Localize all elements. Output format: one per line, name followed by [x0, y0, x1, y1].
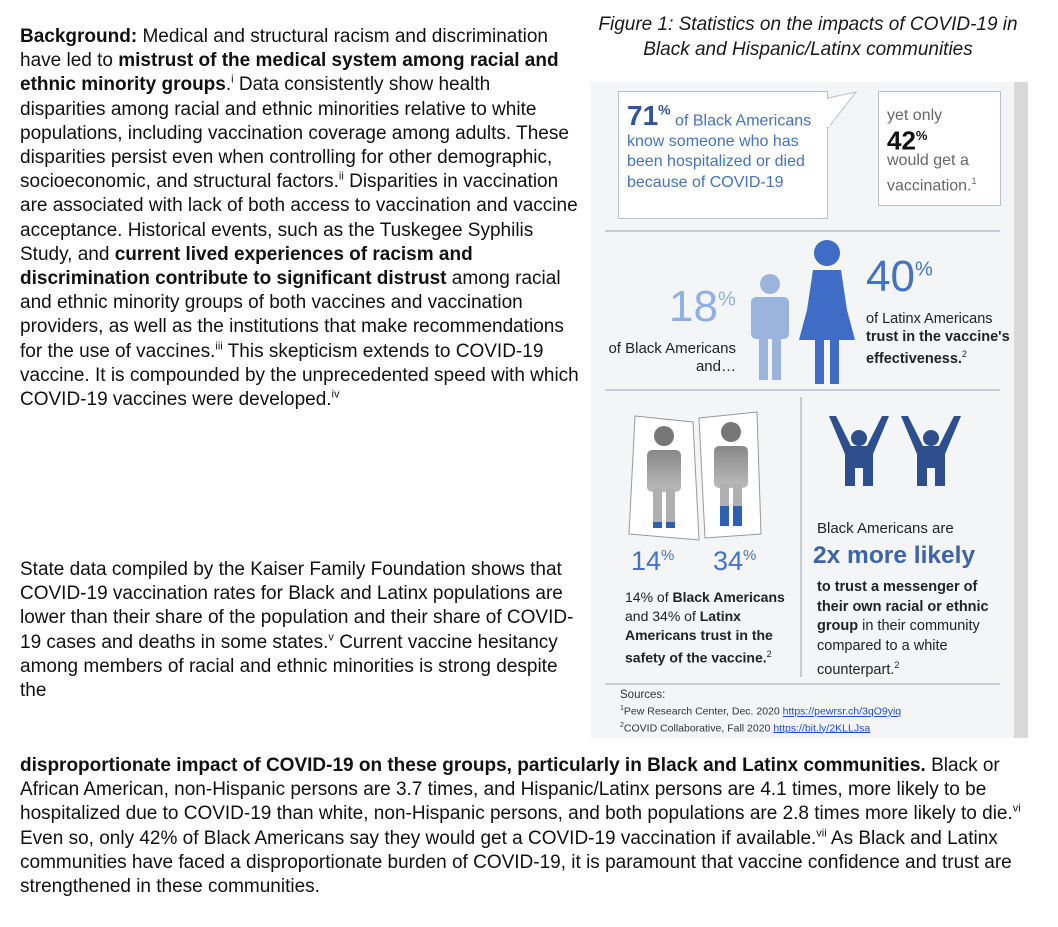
text-run: of Latinx Americans [866, 311, 993, 327]
footnote-ref[interactable]: ii [338, 170, 344, 183]
bold-run: to trust a messenger of their own racial or ethnic group [817, 579, 989, 634]
number: 34 [713, 546, 744, 576]
text-run: Current vaccine hesitancy among members of racial and ethnic minorities is strong despite the [20, 631, 558, 702]
figure-caption: Figure 1: Statistics on the impacts of COVID-19 in Black and Hispanic/Latinx communities [598, 14, 1018, 60]
text-run: in their community compared to a white counterpart. [817, 618, 980, 678]
person-icon-14 [629, 416, 699, 546]
bold-run: Black Americans [672, 589, 785, 605]
footnote-ref[interactable]: iv [331, 388, 340, 401]
messenger-text [817, 578, 997, 680]
celebrating-people-icon [823, 416, 971, 486]
percent-sign: % [717, 288, 736, 311]
number: 42 [887, 125, 916, 156]
percent-sign: % [743, 547, 757, 564]
percent-sign: % [658, 102, 671, 118]
stat-42-pre: yet only [887, 107, 943, 124]
number: 18 [669, 282, 718, 331]
stat-40-text [866, 311, 1016, 368]
person-icon [747, 274, 793, 380]
stat-71-text: of Black Americans know someone who has been hospitalized or died because of COVID-19 [627, 112, 812, 191]
text-run: Black or African American, non-Hispanic persons are 3.7 times, and Hispanic/Latinx persons are 4.1 times, more likely to be hospitalized due to COVID-19 than white, non-Hispanic persons, and both populations are 2.8 times more likely to die. [20, 755, 1013, 825]
background-label: Background: [20, 26, 138, 47]
text-run: Pew Research Center, Dec. 2020 [623, 705, 783, 718]
bold-run: current lived experiences of racism and discrimination contribute to significant distrust [20, 243, 473, 290]
stat-40-number [866, 252, 933, 302]
text-run: Even so, only 42% of Black Americans say they would get a COVID-19 vaccination if available. [20, 827, 817, 849]
stat-42-bubble [878, 91, 1001, 206]
text-run: . [225, 74, 232, 96]
text-run: Disparities in vaccination are associated with lack of both access to vaccination and vaccine acceptance. Historical events, such as the Tuskegee Syphilis Study, and [20, 171, 578, 265]
footnote-ref: 2 [894, 660, 900, 670]
footnote-ref: 1 [971, 175, 977, 186]
text-run: would get a vaccination. [887, 151, 972, 194]
divider [605, 389, 1000, 391]
stat-42-number [887, 125, 994, 156]
percent-sign: % [661, 547, 675, 564]
divider [605, 683, 1000, 685]
source-1-link[interactable]: https://pewrsr.ch/3qO9yiq [782, 705, 902, 718]
stat-14-number [631, 546, 674, 577]
stat-71-bubble [618, 91, 828, 219]
messenger-big: 2x more likely [813, 542, 976, 569]
footnote-ref: 2 [620, 721, 624, 729]
footnote-ref: 1 [620, 705, 624, 712]
number: 14 [631, 546, 662, 576]
state-data-paragraph [20, 558, 580, 703]
text-run: 14% of [625, 589, 673, 605]
sources-title: Sources: [620, 689, 666, 701]
stat-42-text [887, 151, 994, 196]
text-run: Data consistently show health disparities among racial and ethnic minorities relative to white populations, including vaccination coverage among adults. These disparities persist even when controlling for other demographic, socioeconomic, and structural factors. [20, 74, 569, 193]
messenger-pre: Black Americans are [817, 520, 954, 537]
text-run: among racial and ethnic minority groups of both vaccines and vaccination providers, as well as the institutions that make recommendations for the use of vaccines. [20, 268, 564, 362]
bold-run: disproportionate impact of COVID-19 on these groups, particularly in Black and Latinx communities. [20, 755, 926, 776]
number: 40 [866, 252, 915, 301]
text-run: As Black and Latinx communities have faced a disproportionate burden of COVID-19, it is paramount that vaccine confidence and trust are strengthened in these communities. [20, 827, 1012, 898]
percent-sign: % [914, 258, 933, 281]
source-2 [620, 719, 901, 736]
bold-run: mistrust of the medical system among racial and ethnic minority groups [20, 50, 559, 96]
footnote-ref[interactable]: vii [816, 827, 827, 840]
text-run: COVID Collaborative, Fall 2020 [623, 722, 774, 734]
footnote-ref[interactable]: vi [1012, 803, 1021, 816]
sources [620, 688, 901, 735]
text-run: and 34% of [625, 608, 700, 624]
footnote-ref: 2 [961, 349, 967, 359]
speech-bubble-tail [828, 98, 858, 138]
stat-18-text: of Black Americans and… [608, 340, 736, 375]
bold-run: Latinx Americans trust in the safety of the vaccine. [625, 608, 773, 666]
woman-icon [797, 240, 857, 384]
footnote-ref[interactable]: i [231, 74, 234, 87]
impact-paragraph [20, 754, 1040, 899]
footnote-ref[interactable]: v [328, 631, 334, 644]
divider [800, 397, 802, 677]
text-run: Medical and structural racism and discrimination have led to [20, 26, 548, 72]
stat-18-number [669, 282, 736, 332]
text-run: State data compiled by the Kaiser Family Foundation shows that COVID-19 vaccination rates for Black and Latinx populations are lower than their share of the population and their share of COVID-19 cases and deaths in some states. [20, 559, 574, 653]
infographic-panel [591, 82, 1028, 738]
footnote-ref[interactable]: iii [215, 340, 223, 353]
person-icon-34 [699, 412, 761, 542]
stat-71-number [627, 100, 671, 131]
source-1 [620, 702, 901, 719]
stat-34-number [713, 546, 756, 577]
background-paragraph [20, 25, 580, 412]
source-2-link[interactable]: https://bit.ly/2KLLJsa [773, 722, 871, 734]
safety-text [625, 588, 795, 668]
text-run: This skepticism extends to COVID-19 vaccine. It is compounded by the unprecedented speed with which COVID-19 vaccines were developed. [20, 340, 579, 411]
bold-run: trust in the vaccine's effectiveness. [866, 328, 1010, 367]
number: 71 [627, 100, 659, 132]
percent-sign: % [915, 128, 928, 143]
footnote-ref: 2 [766, 649, 772, 659]
divider [605, 230, 1000, 232]
